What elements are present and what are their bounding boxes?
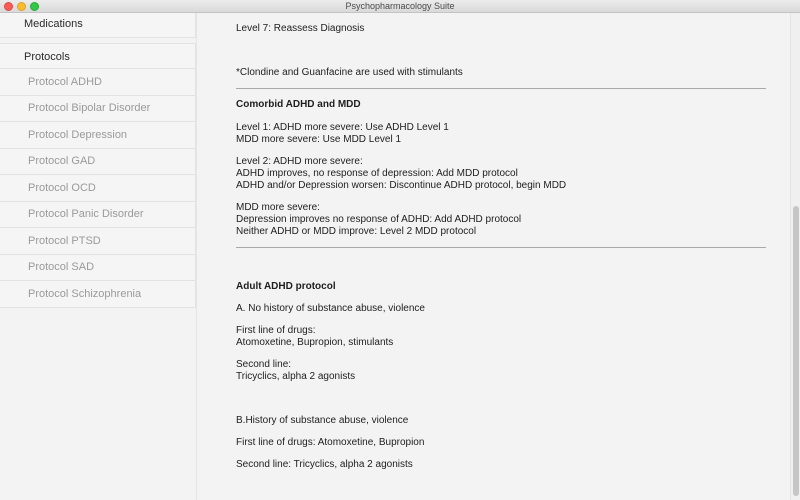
title-bar [0, 0, 800, 13]
section-divider [236, 88, 766, 89]
sidebar-item-label: Protocol GAD [28, 155, 96, 167]
adult-adhd-text: Atomoxetine, Bupropion, stimulants [236, 337, 394, 348]
content-scrollbar[interactable] [790, 13, 800, 500]
comorbid-text: Neither ADHD or MDD improve: Level 2 MDD protocol [236, 226, 477, 237]
sidebar-item-label: Protocol Schizophrenia [28, 288, 142, 300]
adult-adhd-text: Second line: Tricyclics, alpha 2 agonists [236, 459, 413, 470]
sidebar-item-label: Protocol Depression [28, 129, 128, 141]
sidebar [0, 13, 196, 500]
comorbid-text: MDD more severe: Use MDD Level 1 [236, 134, 402, 145]
stimulant-note: *Clondine and Guanfacine are used with stimulants [236, 67, 463, 78]
sidebar-item-protocol-ptsd[interactable] [0, 228, 196, 255]
adult-adhd-text: First line of drugs: Atomoxetine, Bupropion [236, 437, 425, 448]
comorbid-text: ADHD improves, no response of depression: Add MDD protocol [236, 168, 518, 179]
window-title: Psychopharmacology Suite [345, 1, 455, 11]
sidebar-item-protocol-panic-disorder[interactable] [0, 202, 196, 228]
comorbid-text: Depression improves no response of ADHD: Add ADHD protocol [236, 214, 522, 225]
comorbid-text: Level 1: ADHD more severe: Use ADHD Level 1 [236, 122, 449, 133]
section-divider [236, 247, 766, 248]
comorbid-heading: Comorbid ADHD and MDD [236, 99, 361, 110]
comorbid-text: ADHD and/or Depression worsen: Discontinue ADHD protocol, begin MDD [236, 180, 567, 191]
adult-adhd-text: Second line: [236, 359, 292, 370]
scrollbar-thumb[interactable] [793, 206, 799, 496]
sidebar-item-label: Protocol SAD [28, 261, 95, 273]
comorbid-text: Level 2: ADHD more severe: [236, 156, 363, 167]
sidebar-item-protocol-bipolar-disorder[interactable] [0, 96, 196, 122]
adult-adhd-text: A. No history of substance abuse, violence [236, 303, 425, 314]
sidebar-item-protocol-sad[interactable] [0, 255, 196, 281]
protocol-content [197, 13, 790, 500]
level-7-text: Level 7: Reassess Diagnosis [236, 23, 365, 34]
adult-adhd-text: First line of drugs: [236, 325, 316, 336]
sidebar-item-label: Protocol Panic Disorder [28, 208, 144, 220]
adult-adhd-text: B.History of substance abuse, violence [236, 415, 409, 426]
sidebar-item-label: Protocols [24, 51, 70, 63]
sidebar-item-label: Protocol PTSD [28, 235, 101, 247]
sidebar-item-protocol-ocd[interactable] [0, 175, 196, 202]
sidebar-item-label: Protocol ADHD [28, 76, 102, 88]
sidebar-item-medications[interactable] [0, 13, 196, 38]
adult-adhd-heading: Adult ADHD protocol [236, 281, 336, 292]
sidebar-item-label: Protocol Bipolar Disorder [28, 102, 151, 114]
sidebar-item-label: Medications [24, 18, 83, 30]
comorbid-text: MDD more severe: [236, 202, 320, 213]
sidebar-item-protocol-depression[interactable] [0, 122, 196, 149]
sidebar-item-protocols[interactable] [0, 43, 196, 69]
sidebar-item-protocol-schizophrenia[interactable] [0, 281, 196, 308]
sidebar-item-protocol-adhd[interactable] [0, 69, 196, 96]
sidebar-item-protocol-gad[interactable] [0, 149, 196, 175]
adult-adhd-text: Tricyclics, alpha 2 agonists [236, 371, 356, 382]
sidebar-item-label: Protocol OCD [28, 182, 96, 194]
